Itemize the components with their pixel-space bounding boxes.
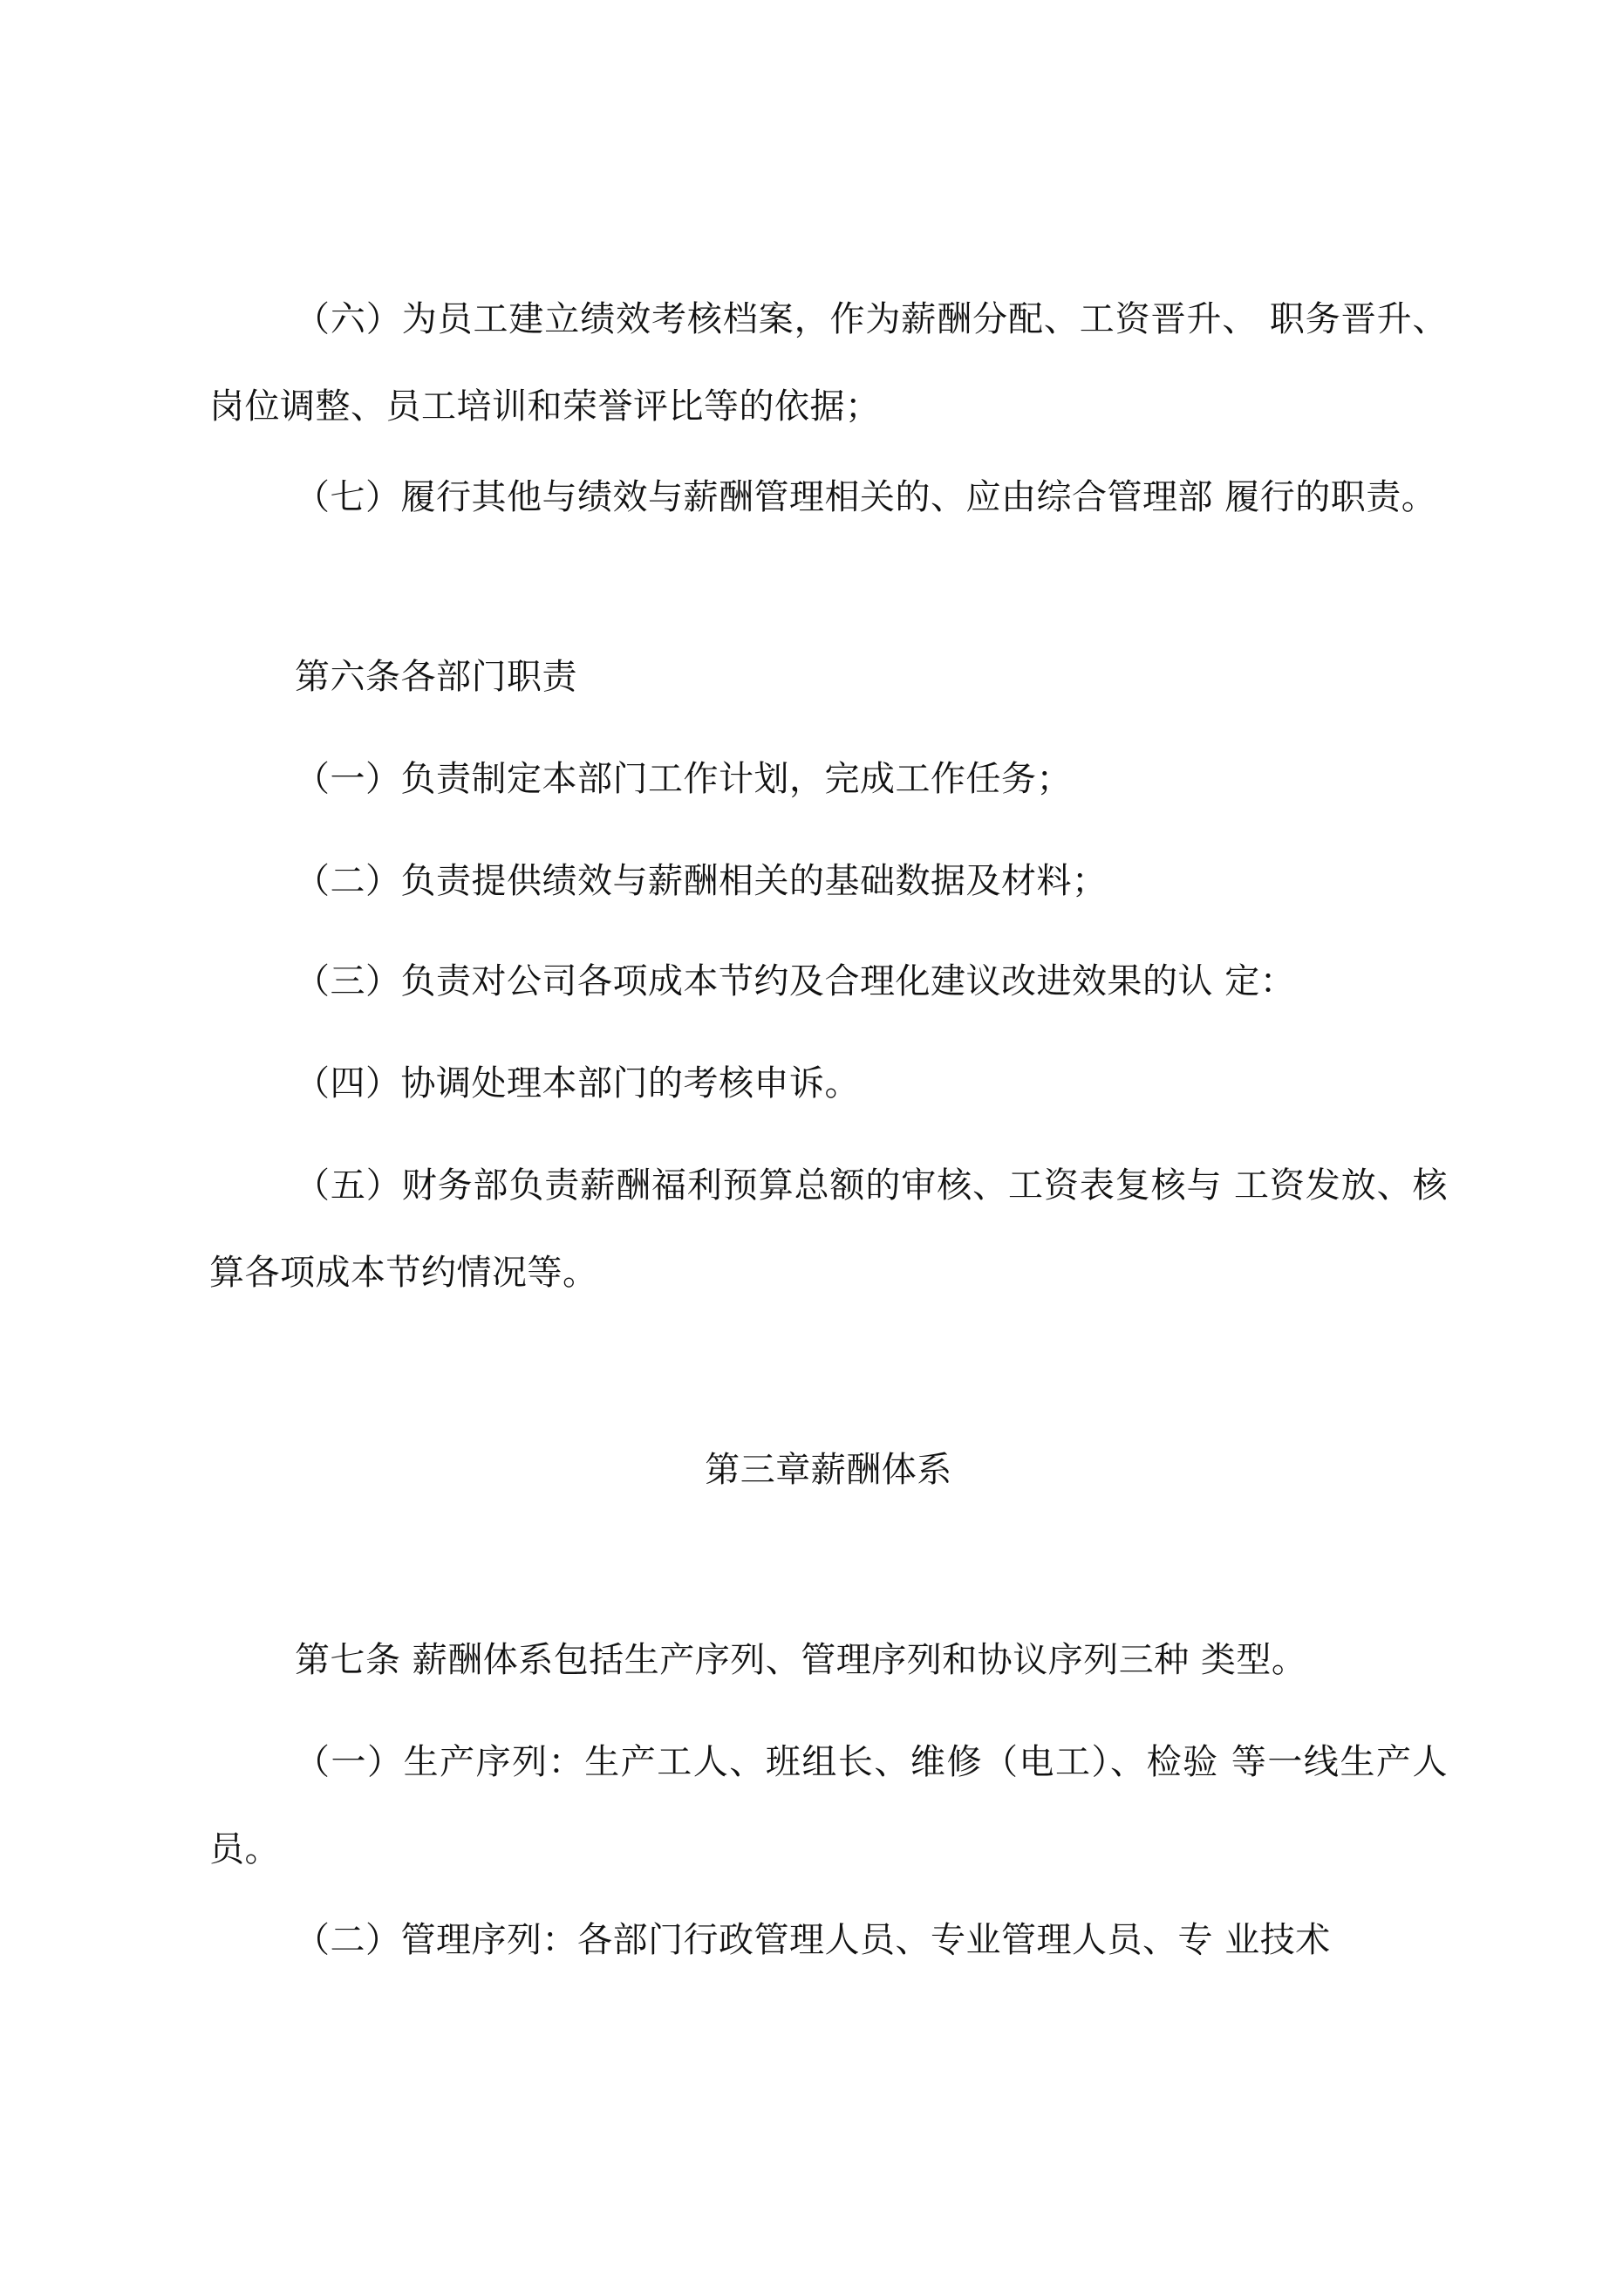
management-sequence-item: （二）管理序列：各部门行政管理人员、专业管理人员、专 业技术 bbox=[295, 1920, 1331, 1960]
dept-duty-item-3: （三）负责对公司各项成本节约及合理化建议改进效果的认 定： bbox=[295, 961, 1296, 1001]
paragraph-item-7: （七）履行其他与绩效与薪酬管理相关的、应由综合管理部 履行的职责。 bbox=[295, 477, 1437, 517]
article-6-heading: 第六条各部门职责 bbox=[295, 657, 577, 697]
production-sequence-item: （一）生产序列：生产工人、班组长、维修（电工）、检验 等一线生产人员。 bbox=[209, 1742, 1448, 1869]
dept-duty-item-2: （二）负责提供绩效与薪酬相关的基础数据及材料； bbox=[295, 861, 1108, 901]
chapter-3-title: 第三章薪酬体系 bbox=[705, 1450, 952, 1490]
paragraph-item-6: （六）为员工建立绩效考核档案，作为薪酬分配、工资晋升、 职务晋升、岗位调整、员工培训和荣誉评比等的依据； bbox=[209, 299, 1448, 427]
dept-duty-item-5: （五）财务部负责薪酬福利预算总额的审核、工资表复核与 工资发放、核算各项成本节约情况等。 bbox=[209, 1165, 1448, 1293]
dept-duty-item-1: （一）负责制定本部门工作计划，完成工作任务； bbox=[295, 759, 1072, 799]
article-7-paragraph: 第七条 薪酬体系包括生产序列、管理序列和协议序列三种 类型。 bbox=[295, 1640, 1307, 1680]
dept-duty-item-4: （四）协调处理本部门的考核申诉。 bbox=[295, 1063, 860, 1104]
